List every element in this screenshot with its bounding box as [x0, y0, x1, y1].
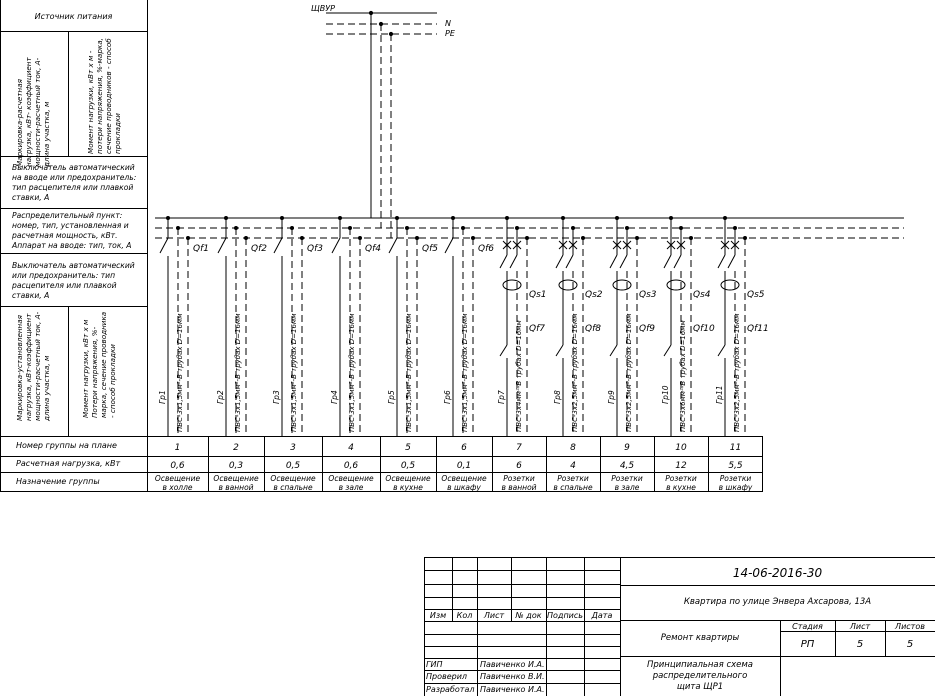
group-purpose-line2: в шкафу [447, 483, 481, 492]
rcd-core [721, 280, 739, 290]
group-purpose-line2: в шкафу [718, 483, 753, 492]
cable-spec: ПВС-3х2,5мм²-В трубах D=16мм [733, 313, 741, 432]
group-purpose-line1: Освещение [154, 474, 201, 483]
rcd-label: Qs5 [747, 290, 765, 300]
breaker-contact [218, 238, 226, 253]
group-load: 0,6 [343, 461, 359, 471]
group-load: 5,5 [728, 461, 743, 471]
group-purpose-line1: Розетки [503, 474, 535, 483]
group-purpose-line2: в спальне [273, 483, 313, 492]
line-label: Гр4 [330, 390, 339, 404]
group-number-row-label: Номер группы на плане [16, 441, 117, 450]
doc-code: 14-06-2016-30 [732, 566, 823, 580]
sheet-name-line-3: щита ЩР1 [676, 682, 724, 692]
breaker-contact [718, 345, 725, 356]
group-load: 4 [570, 461, 576, 471]
breaker-contact [274, 238, 282, 253]
cable-spec: ПВС-3х1,5мм²-В трубах D=16мм [290, 313, 298, 432]
group-circuit-10 [661, 217, 715, 493]
stage-value: РП [800, 639, 815, 650]
group-number: 4 [348, 443, 354, 453]
header-date: Дата [591, 611, 613, 620]
group-number: 10 [675, 443, 687, 453]
rcd-label: Qs3 [639, 290, 657, 300]
rcd-breaker-label: Qf10 [693, 324, 715, 334]
breaker-contact [556, 345, 563, 356]
group-number: 8 [570, 443, 576, 453]
rcd-breaker-label: Qf11 [747, 324, 769, 334]
group-load: 0,5 [285, 461, 301, 471]
group-purpose-line1: Освещение [213, 474, 259, 483]
rcd-contact [610, 255, 617, 268]
rcd-contact [510, 255, 517, 268]
sheets-value: 5 [906, 639, 914, 650]
group-purpose-line2: в зале [338, 483, 364, 492]
cable-spec: ПВС-3х2,5мм²-В трубах D=16мм [571, 313, 579, 432]
header-sign: Подпись [547, 611, 583, 620]
group-purpose-line1: Освещение [441, 474, 487, 483]
line-label: Гр2 [216, 390, 225, 404]
group-load: 0,3 [228, 461, 244, 471]
rcd-contact [728, 255, 735, 268]
group-circuit-8 [553, 217, 603, 493]
rcd-breaker-label: Qf7 [529, 324, 545, 334]
role-2: Проверил [426, 672, 468, 681]
role-3: Разработал [426, 685, 475, 694]
sheet-name-line-2: распределительного [652, 671, 748, 681]
group-purpose-line1: Розетки [665, 474, 697, 483]
cable-spec: ПВС-3х6мм²-В трубах D=16мм [679, 320, 687, 432]
group-purpose-line2: в холле [162, 483, 193, 492]
rcd-core [667, 280, 685, 290]
rcd-contact [566, 255, 573, 268]
rcd-contact [620, 255, 627, 268]
purpose-row-label: Назначение группы [16, 477, 100, 486]
group-circuit-1 [155, 217, 209, 493]
project-name: Ремонт квартиры [660, 633, 740, 643]
sheet-header: Лист [849, 622, 871, 631]
neutral-label: N [445, 19, 451, 28]
line-label: Гр7 [497, 390, 506, 404]
group-circuit-7 [497, 217, 547, 493]
name-3: Павиченко И.А. [480, 685, 545, 694]
name-1: Павиченко И.А. [480, 660, 545, 669]
breaker-group-label: Выключатель автоматический или предохранитель: тип расцепителя или плавкой ставки, А [12, 261, 135, 300]
object-name: Квартира по улице Энвера Ахсарова, 13А [683, 597, 872, 607]
breaker-label: Qf5 [422, 244, 438, 254]
group-circuit-3 [270, 217, 323, 493]
calc-load-row-label: Расчетная нагрузка, кВт [16, 459, 121, 468]
distribution-point-label: Распределительный пункт: номер, тип, установленная и расчетная мощность, кВт. Аппарат на вводе: тип, ток, А [12, 211, 132, 250]
line-label: Гр1 [158, 390, 167, 404]
rcd-contact [718, 255, 725, 268]
group-purpose-line2: в зале [614, 483, 640, 492]
rcd-contact [664, 255, 671, 268]
cable-spec: ПВС-3х1,5мм²-В трубах D=16мм [348, 313, 356, 432]
breaker-label: Qf1 [193, 244, 209, 254]
moment-load-top-label: Момент нагрузки, кВт х м - потери напряжения, %-марка, сечение проводников - способ прокладки [86, 38, 122, 154]
breaker-input-label: Выключатель автоматический на вводе или предохранитель: тип расцепителя или плавкой ставки, А [12, 163, 137, 202]
rcd-core [613, 280, 631, 290]
breaker-label: Qf3 [307, 244, 323, 254]
group-number: 11 [729, 443, 742, 453]
role-1: ГИП [426, 660, 443, 669]
rcd-core [503, 280, 521, 290]
group-number: 7 [516, 443, 522, 453]
breaker-contact [389, 238, 397, 253]
sheets-header: Листов [895, 622, 925, 631]
rcd-breaker-label: Qf9 [639, 324, 655, 334]
group-purpose-line2: в спальне [553, 483, 593, 492]
group-circuit-6 [441, 217, 494, 493]
group-circuit-5 [385, 217, 438, 493]
pe-label: PE [445, 29, 455, 38]
source-label: ЩВУР [311, 4, 335, 13]
line-label: Гр5 [387, 390, 396, 404]
rcd-label: Qs4 [693, 290, 711, 300]
group-purpose-line1: Освещение [385, 474, 431, 483]
group-circuit-4 [328, 217, 381, 493]
group-purpose-line2: в ванной [218, 483, 254, 492]
group-purpose-line1: Розетки [611, 474, 643, 483]
group-load: 0,1 [456, 461, 472, 471]
name-2: Павиченко В.И. [480, 672, 545, 681]
group-purpose-line2: в кухне [666, 483, 696, 492]
breaker-contact [500, 345, 507, 356]
group-load: 0,5 [400, 461, 416, 471]
line-label: Гр10 [661, 385, 670, 404]
cable-spec: ПВС-3х4мм²-В трубах D=16мм [515, 320, 523, 432]
sheet-name-line-1: Принципиальная схема [646, 660, 754, 670]
rcd-contact [556, 255, 563, 268]
group-number: 5 [405, 443, 411, 453]
group-load: 12 [675, 461, 687, 471]
rcd-contact [500, 255, 507, 268]
rcd-core [559, 280, 577, 290]
header-list: Лист [483, 611, 505, 620]
group-number: 1 [174, 443, 181, 453]
group-purpose-line1: Розетки [719, 474, 752, 483]
line-label: Гр9 [607, 390, 616, 404]
breaker-contact [332, 238, 340, 253]
sheet-value: 5 [856, 639, 864, 650]
group-circuit-2 [213, 217, 267, 493]
line-label: Гр11 [715, 385, 724, 404]
group-number: 6 [461, 443, 467, 453]
breaker-contact [160, 238, 168, 253]
marking-calc-load-label: Маркировка-расчетная нагрузка, кВт- коэффициент мощности-расчетный ток, А-длина участка, м [15, 57, 51, 167]
group-purpose-line2: в ванной [501, 483, 537, 492]
power-source-label: Источник питания [34, 12, 113, 21]
cable-spec: ПВС-3х1,5мм²-В трубах D=16мм [176, 313, 184, 432]
line-label: Гр8 [553, 390, 562, 404]
breaker-contact [445, 238, 453, 253]
line-label: Гр3 [272, 390, 281, 404]
group-load: 4,5 [619, 461, 635, 471]
rcd-contact [674, 255, 681, 268]
group-purpose-line1: Розетки [557, 474, 589, 483]
rcd-label: Qs1 [529, 290, 547, 300]
group-purpose-line1: Освещение [328, 474, 374, 483]
rcd-breaker-label: Qf8 [585, 324, 601, 334]
breaker-label: Qf4 [365, 244, 381, 254]
header-doc: № док [515, 611, 542, 620]
breaker-label: Qf2 [251, 244, 267, 254]
line-label: Гр6 [443, 390, 452, 404]
marking-installed-load-label: Маркировка-установленная нагрузка, кВт-коэффициент мощности-расчетный ток, А-длина участка, м [15, 311, 51, 421]
breaker-label: Qf6 [478, 244, 494, 254]
cable-spec: ПВС-3х1,5мм²-В трубах D=16мм [405, 313, 413, 432]
stage-header: Стадия [792, 622, 823, 631]
moment-load-bottom-label: Момент нагрузки, кВт х м Потери напряжения, %-марка, сечение проводника - способ прокладки [81, 311, 117, 418]
group-number: 2 [233, 443, 239, 453]
group-circuit-9 [607, 217, 657, 493]
group-load: 6 [516, 461, 522, 471]
group-circuit-11 [715, 217, 769, 493]
cable-spec: ПВС-3х1,5мм²-В трубах D=16мм [234, 313, 242, 432]
cable-spec: ПВС-3х1,5мм²-В трубах D=16мм [461, 313, 469, 432]
rcd-label: Qs2 [585, 290, 603, 300]
header-kol: Кол [456, 611, 473, 620]
group-number: 3 [290, 443, 296, 453]
breaker-contact [664, 345, 671, 356]
breaker-contact [610, 345, 617, 356]
cable-spec: ПВС-3х2,5мм²-В трубах D=16мм [625, 313, 633, 432]
group-purpose-line2: в кухне [393, 483, 423, 492]
group-load: 0,6 [170, 461, 185, 471]
group-purpose-line1: Освещение [270, 474, 316, 483]
group-number: 9 [624, 443, 630, 453]
header-izm: Изм [429, 611, 447, 620]
